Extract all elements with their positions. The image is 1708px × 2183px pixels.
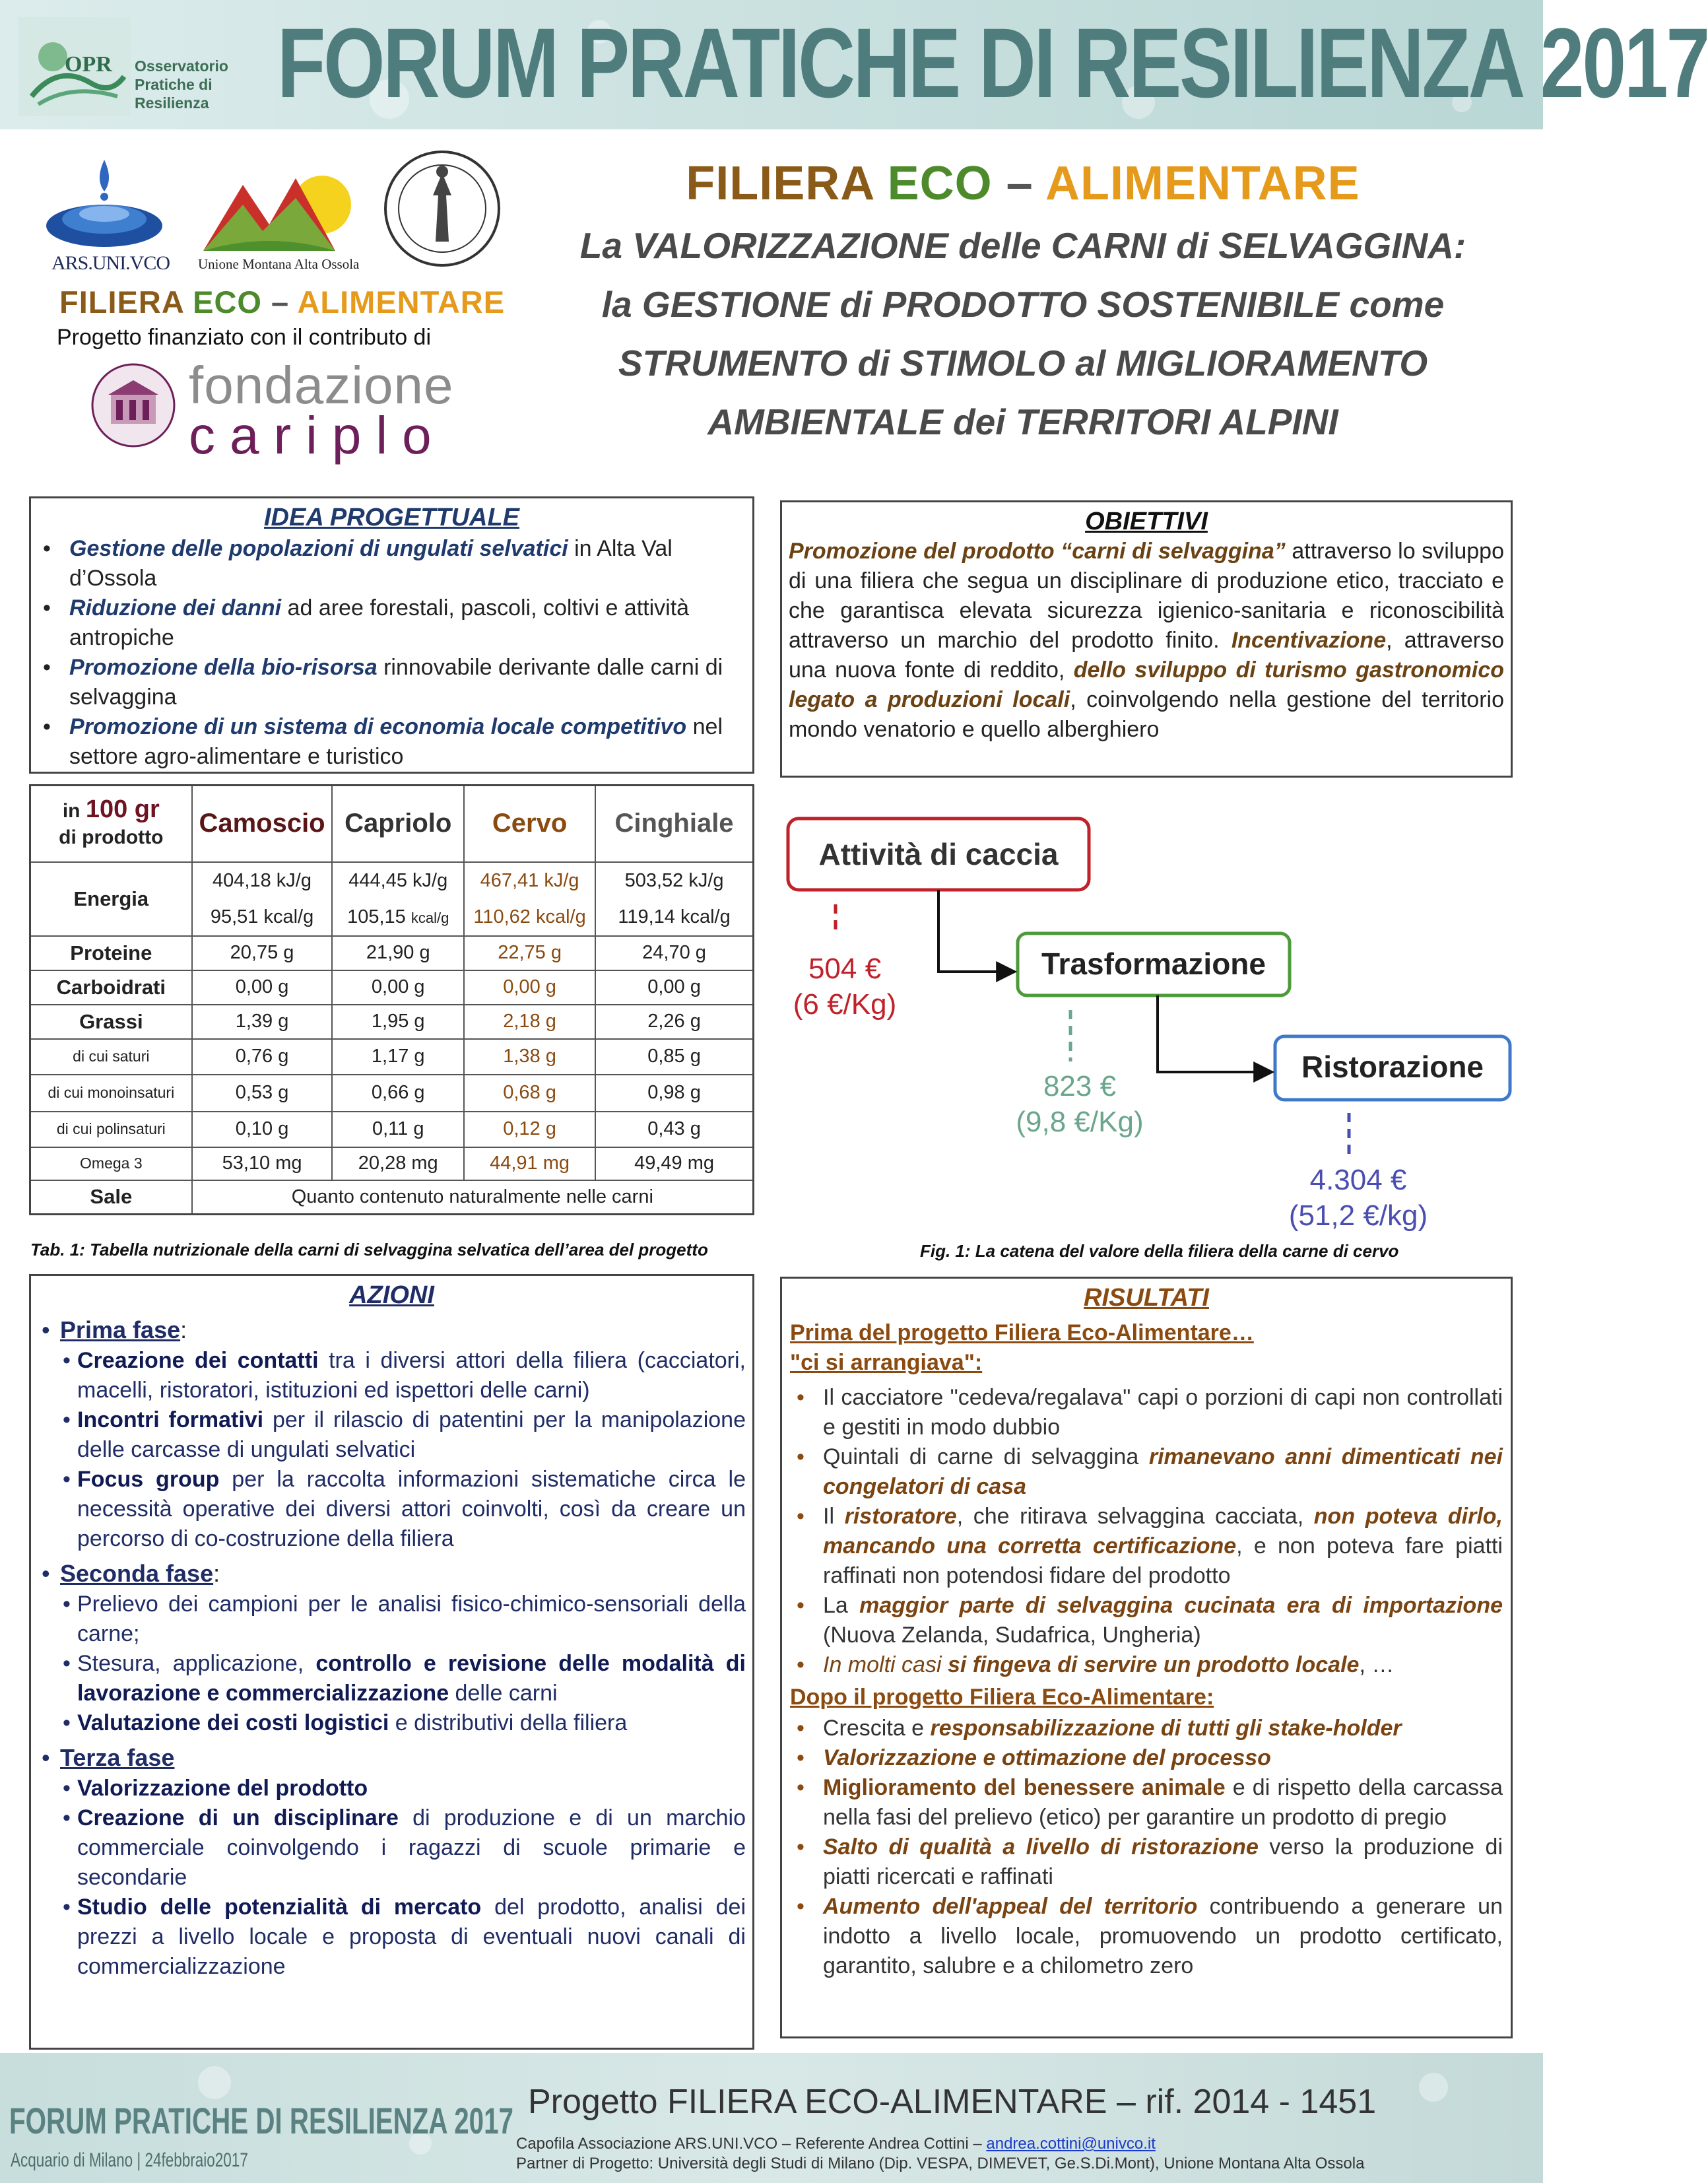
table-header-unit: in 100 gr di prodotto: [30, 786, 192, 862]
cariplo-line1: fondazione: [189, 356, 454, 415]
table-cell: 95,51 kcal/g: [192, 899, 333, 936]
table-row: [30, 862, 754, 899]
row-label: Omega 3: [30, 1147, 192, 1180]
table-cell: 44,91 mg: [464, 1147, 595, 1180]
footer-project-ref: Progetto FILIERA ECO-ALIMENTARE – rif. 2014 - 1451: [528, 2083, 1377, 2121]
table-caption: Tab. 1: Tabella nutrizionale della carni di selvaggina selvatica dell’area del progetto: [30, 1240, 708, 1259]
table-cell: 22,75 g: [464, 936, 595, 970]
list-item: • Promozione di un sistema di economia locale competitivo nel settore agro-alimentare e turistico: [38, 712, 746, 772]
list-item: • In molti casi si fingeva di servire un prodotto locale, …: [790, 1650, 1503, 1680]
decor-bubble: [198, 2066, 231, 2099]
table-cell: 0,00 g: [332, 970, 464, 1005]
value-trasformazione-amount: 823 €: [1043, 1070, 1117, 1102]
unione-montana-logo: [197, 158, 360, 277]
idea-progettuale-box: [29, 496, 754, 774]
list-item: • Crescita e responsabilizzazione di tutti gli stake-holder: [790, 1714, 1503, 1743]
table-cell: 53,10 mg: [192, 1147, 333, 1180]
funding-note: Progetto finanziato con il contributo di: [57, 325, 432, 350]
column-header: Cinghiale: [595, 786, 753, 862]
footer-partner: Partner di Progetto: Università degli Studi di Milano (Dip. VESPA, DIMEVET, Ge.S.Di.Mont), Unione Montana Alta Ossola: [516, 2155, 1365, 2172]
table-cell: 20,28 mg: [332, 1147, 464, 1180]
cariplo-line2: cariplo: [189, 406, 446, 465]
subtitle-line: La VALORIZZAZIONE delle CARNI di SELVAGGINA:: [579, 225, 1466, 266]
table-cell: 1,17 g: [332, 1039, 464, 1075]
node-ristorazione-label: Ristorazione: [1301, 1050, 1484, 1084]
unimi-seal-icon: [383, 149, 502, 268]
idea-title: IDEA PROGETTUALE: [263, 504, 520, 531]
azioni-title: AZIONI: [349, 1281, 434, 1309]
table-cell: 0,43 g: [595, 1112, 753, 1147]
table-cell: 0,11 g: [332, 1112, 464, 1147]
main-filiera-title: FILIERA ECO – ALIMENTARE: [686, 157, 1360, 210]
dopo-list: [790, 1714, 1503, 1981]
list-item: • Miglioramento del benessere animale e di rispetto della carcassa nella fasi del prelievo (etico) per garantire un prodotto di pregio: [790, 1773, 1503, 1832]
subtitle-line: AMBIENTALE dei TERRITORI ALPINI: [707, 401, 1338, 442]
row-label: di cui polinsaturi: [30, 1112, 192, 1147]
list-item: • Riduzione dei danni ad aree forestali, pascoli, coltivi e attività antropiche: [38, 593, 746, 653]
partner-logos: [40, 145, 515, 465]
row-label: Proteine: [30, 936, 192, 970]
table-cell: 0,12 g: [464, 1112, 595, 1147]
table-cell: 49,49 mg: [595, 1147, 753, 1180]
table-cell: 0,85 g: [595, 1039, 753, 1075]
table-row: [30, 936, 754, 970]
decor-bubble: [1419, 2073, 1448, 2102]
table-row: [30, 1112, 754, 1147]
table-cell: 0,53 g: [192, 1075, 333, 1112]
list-item: • Il cacciatore "cedeva/regalava" capi o porzioni di capi non controllati e gestiti in modo dubbio: [790, 1383, 1503, 1442]
row-label: di cui saturi: [30, 1039, 192, 1075]
column-header: Camoscio: [192, 786, 333, 862]
value-caccia-rate: (6 €/Kg): [793, 988, 897, 1021]
table-cell: 2,18 g: [464, 1005, 595, 1039]
left-filiera-label: FILIERA ECO – ALIMENTARE: [59, 285, 506, 319]
table-cell: 503,52 kJ/g: [595, 862, 753, 899]
list-item: • Creazione di un disciplinare di produzione e di un marchio commerciale coinvolgendo i ragazzi di scuole primarie e secondarie: [38, 1803, 746, 1893]
fondazione-cariplo-logo: [91, 356, 500, 465]
table-cell: 119,14 kcal/g: [595, 899, 753, 936]
list-item: • La maggior parte di selvaggina cucinata era di importazione (Nuova Zelanda, Sudafrica, Ungheria): [790, 1591, 1503, 1650]
table-row: [30, 1039, 754, 1075]
main-title-block: [548, 151, 1498, 452]
value-chain-diagram: [780, 805, 1513, 1241]
email-link[interactable]: andrea.cottini@univco.it: [986, 2135, 1156, 2153]
obiettivi-box: [780, 500, 1513, 778]
row-label: Energia: [30, 862, 192, 936]
table-cell: 0,00 g: [464, 970, 595, 1005]
banner-title: FORUM PRATICHE DI RESILIENZA 2017: [277, 7, 1708, 118]
table-cell: 1,95 g: [332, 1005, 464, 1039]
subtitle-line: la GESTIONE di PRODOTTO SOSTENIBILE come: [601, 284, 1445, 325]
table-cell: 110,62 kcal/g: [464, 899, 595, 936]
row-label: di cui monoinsaturi: [30, 1075, 192, 1112]
opr-logo-text: OPR: [65, 52, 112, 77]
table-cell: 21,90 g: [332, 936, 464, 970]
value-ristorazione-amount: 4.304 €: [1309, 1164, 1407, 1196]
water-drop-icon: [45, 153, 164, 252]
table-cell: 0,68 g: [464, 1075, 595, 1112]
table-cell: 105,15 kcal/g: [332, 899, 464, 936]
row-label: Carboidrati: [30, 970, 192, 1005]
phase-list: [38, 1774, 746, 1982]
node-caccia-label: Attività di caccia: [818, 837, 1059, 871]
header-banner: [0, 0, 1708, 129]
list-item: • Il ristoratore, che ritirava selvaggina cacciata, non poteva dirlo, mancando una corretta certificazione, e non poteva fare piatti raffinati non potendosi fidare del prodotto: [790, 1502, 1503, 1591]
arrow-caccia-trasformazione: [938, 890, 1015, 972]
prima-list: [790, 1383, 1503, 1680]
list-item: • Salto di qualità a livello di ristorazione verso la produzione di piatti ricercati e raffinati: [790, 1832, 1503, 1892]
table-row: [30, 1180, 754, 1215]
prima-subheading: "ci si arrangiava":: [790, 1350, 983, 1375]
table-cell: 1,39 g: [192, 1005, 333, 1039]
list-item: • Focus group per la raccolta informazioni sistematiche circa le necessità operative dei diversi attori coinvolti, così da creare un percorso di co-costruzione della filiera: [38, 1465, 746, 1554]
table-cell: 0,10 g: [192, 1112, 333, 1147]
table-row: [30, 1005, 754, 1039]
table-cell: 404,18 kJ/g: [192, 862, 333, 899]
table-row: [30, 1147, 754, 1180]
list-item: • Promozione della bio-risorsa rinnovabile derivante dalle carni di selvaggina: [38, 653, 746, 712]
org-name: Osservatorio Pratiche di Resilienza: [135, 57, 228, 112]
arrow-trasformazione-ristorazione: [1158, 995, 1272, 1072]
column-header: Cervo: [464, 786, 595, 862]
list-item: • Incontri formativi per il rilascio di patentini per la manipolazione delle carcasse di ungulati selvatici: [38, 1405, 746, 1465]
unione-caption: Unione Montana Alta Ossola: [198, 256, 360, 272]
phase-heading: • Terza fase: [38, 1742, 746, 1774]
idea-list: [38, 534, 746, 772]
list-item: • Aumento dell'appeal del territorio contribuendo a generare un indotto a livello locale, promuovendo un prodotto certificato, garantito, salubre e a chilometro zero: [790, 1892, 1503, 1981]
table-row: [30, 1075, 754, 1112]
phase-list: [38, 1590, 746, 1738]
list-item: • Valorizzazione del prodotto: [38, 1774, 746, 1803]
list-item: • Studio delle potenzialità di mercato del prodotto, analisi dei prezzi a livello locale e proposta di eventuali nuovi canali di commercializzazione: [38, 1893, 746, 1982]
obiettivi-text: Promozione del prodotto “carni di selvaggina” attraverso lo sviluppo di una filiera che segua un disciplinare di produzione etico, tracciato e che garantisca elevata sicurezza igienico-sanitaria e riconoscibilità attraverso un marchio del prodotto finito. Incentivazione, attraverso una nuova fonte di reddito, dello sviluppo di turismo gastronomico legato a produzioni locali, coinvolgendo nella gestione del territorio mondo venatorio e quello alberghiero: [789, 539, 1504, 742]
list-item: • Gestione delle popolazioni di ungulati selvatici in Alta Val d’Ossola: [38, 534, 746, 593]
phase-list: [38, 1346, 746, 1554]
list-item: • Valorizzazione e ottimazione del processo: [790, 1743, 1503, 1773]
table-cell: 20,75 g: [192, 936, 333, 970]
table-cell: 0,66 g: [332, 1075, 464, 1112]
table-cell: 2,26 g: [595, 1005, 753, 1039]
phase-heading: • Prima fase:: [38, 1314, 746, 1346]
footer-capofila: Capofila Associazione ARS.UNI.VCO – Referente Andrea Cottini – andrea.cottini@univco.it: [516, 2135, 1156, 2153]
list-item: • Creazione dei contatti tra i diversi attori della filiera (cacciatori, macelli, ristoratori, istituzioni ed ispettori delle carni): [38, 1346, 746, 1405]
table-row: [30, 970, 754, 1005]
node-trasformazione-label: Trasformazione: [1041, 947, 1266, 981]
table-cell: 0,76 g: [192, 1039, 333, 1075]
prima-heading: Prima del progetto Filiera Eco-Alimentare…: [790, 1320, 1254, 1345]
subtitle-line: STRUMENTO di STIMOLO al MIGLIORAMENTO: [618, 343, 1428, 384]
mountain-sun-icon: [197, 158, 355, 257]
value-caccia-amount: 504 €: [808, 953, 882, 985]
list-item: • Valutazione dei costi logistici e distributivi della filiera: [38, 1708, 746, 1738]
table-header-row: [30, 786, 754, 862]
row-label: Grassi: [30, 1005, 192, 1039]
footer-banner: [0, 2053, 1543, 2183]
table-cell: 24,70 g: [595, 936, 753, 970]
column-header: Capriolo: [332, 786, 464, 862]
table-cell: 467,41 kJ/g: [464, 862, 595, 899]
risultati-box: [780, 1277, 1513, 2038]
value-ristorazione-rate: (51,2 €/kg): [1288, 1199, 1428, 1232]
table-cell: 0,98 g: [595, 1075, 753, 1112]
phase-heading: • Seconda fase:: [38, 1558, 746, 1590]
footer-event-date: Acquario di Milano | 24febbraio2017: [11, 2149, 248, 2171]
value-trasformazione-rate: (9,8 €/Kg): [1016, 1106, 1144, 1138]
obiettivi-title: OBIETTIVI: [1085, 508, 1208, 535]
table-cell: 0,00 g: [192, 970, 333, 1005]
table-cell: 0,00 g: [595, 970, 753, 1005]
risultati-title: RISULTATI: [1084, 1284, 1209, 1312]
list-item: • Prelievo dei campioni per le analisi fisico-chimico-sensoriali della carne;: [38, 1590, 746, 1649]
footer-forum-title: FORUM PRATICHE DI RESILIENZA 2017: [9, 2100, 513, 2141]
list-item: • Stesura, applicazione, controllo e revisione delle modalità di lavorazione e commercializzazione delle carni: [38, 1649, 746, 1708]
figure-caption: Fig. 1: La catena del valore della filiera della carne di cervo: [920, 1241, 1399, 1261]
table-cell: Quanto contenuto naturalmente nelle carni: [192, 1180, 754, 1215]
row-label: Sale: [30, 1180, 192, 1215]
table-cell: 1,38 g: [464, 1039, 595, 1075]
dopo-heading: Dopo il progetto Filiera Eco-Alimentare:: [790, 1685, 1214, 1710]
ars-caption: ARS.UNI.VCO: [51, 252, 170, 274]
nutrition-table: [29, 784, 754, 1215]
opr-logo: [18, 17, 131, 116]
ars-univco-logo: [45, 153, 170, 279]
azioni-box: [29, 1274, 754, 2050]
list-item: • Quintali di carne di selvaggina rimanevano anni dimenticati nei congelatori di casa: [790, 1442, 1503, 1502]
table-cell: 444,45 kJ/g: [332, 862, 464, 899]
cariplo-seal-icon: [91, 363, 176, 448]
